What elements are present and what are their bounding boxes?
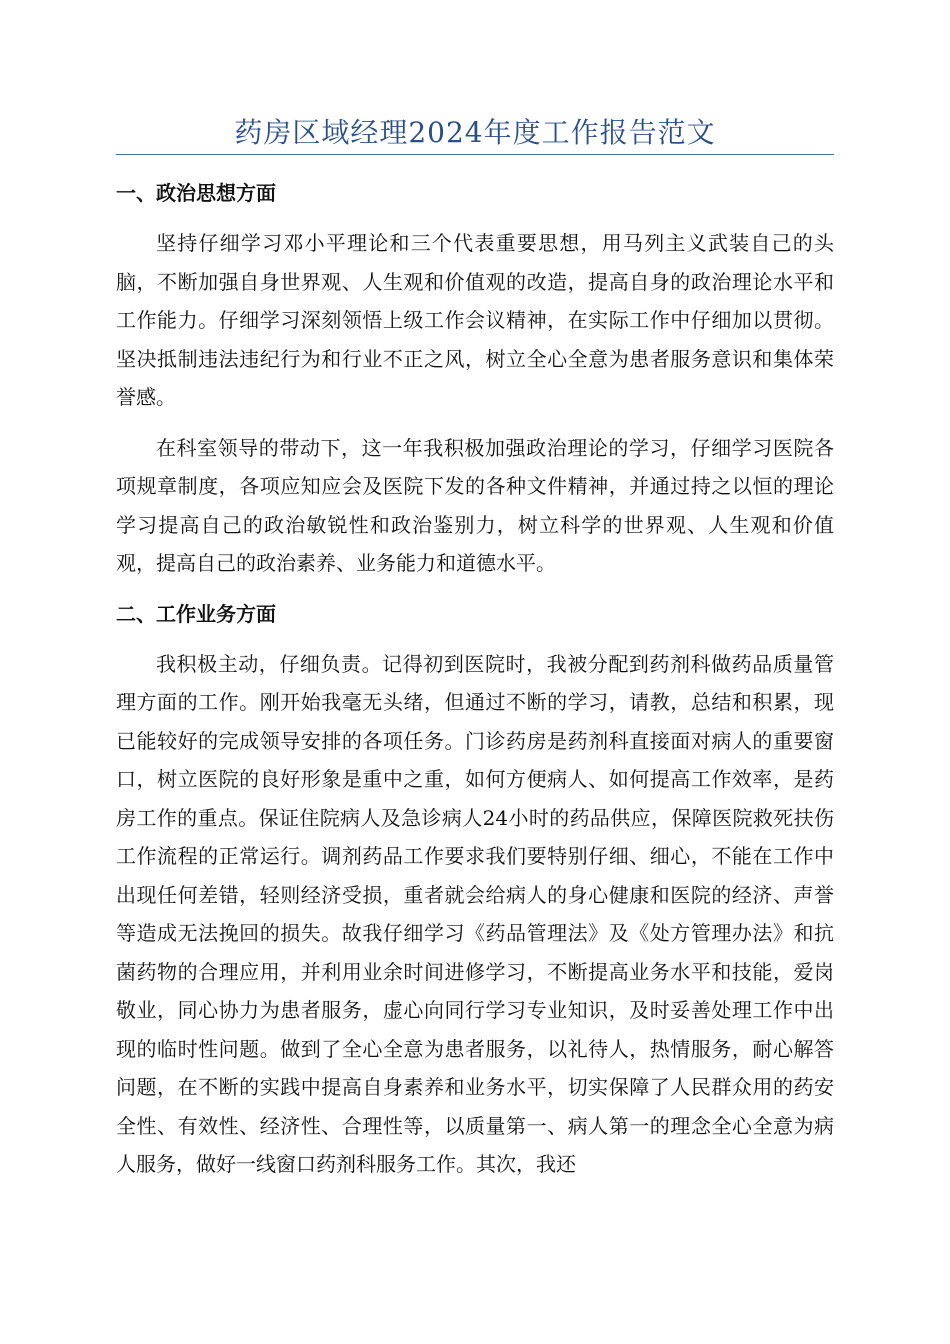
- title-underline: [116, 154, 834, 155]
- section-heading: 二、工作业务方面: [116, 601, 276, 626]
- document-title: 药房区域经理2024年度工作报告范文: [234, 116, 716, 149]
- document-body: [116, 174, 834, 1196]
- section-work-business: [116, 595, 834, 1184]
- section-heading: 一、政治思想方面: [116, 181, 276, 205]
- paragraph: 坚持仔细学习邓小平理论和三个代表重要思想，用马列主义武装自己的头脑，不断加强自身世界观、人生观和价值观的改造，提高自身的政治理论水平和工作能力。仔细学习深刻领悟上级工作会议精神，在实际工作中仔细加以贯彻。坚决抵制违法违纪行为和行业不正之风，树立全心全意为患者服务意识和集体荣誉感。: [116, 231, 834, 409]
- section-political-thought: [116, 174, 834, 583]
- paragraph: 在科室领导的带动下，这一年我积极加强政治理论的学习，仔细学习医院各项规章制度，各项应知应会及医院下发的各种文件精神，并通过持之以恒的理论学习提高自己的政治敏锐性和政治鉴别力，树立科学的世界观、人生观和价值观，提高自己的政治素养、业务能力和道德水平。: [116, 435, 834, 575]
- paragraph: 我积极主动，仔细负责。记得初到医院时，我被分配到药剂科做药品质量管理方面的工作。刚开始我毫无头绪，但通过不断的学习，请教，总结和积累，现已能较好的完成领导安排的各项任务。门诊药房是药剂科直接面对病人的重要窗口，树立医院的良好形象是重中之重，如何方便病人、如何提高工作效率，是药房工作的重点。保证住院病人及急诊病人24小时的药品供应，保障医院救死扶伤工作流程的正常运行。调剂药品工作要求我们要特别仔细、细心，不能在工作中出现任何差错，轻则经济受损，重者就会给病人的身心健康和医院的经济、声誉等造成无法挽回的损失。故我仔细学习《药品管理法》及《处方管理办法》和抗菌药物的合理应用，并利用业余时间进修学习，不断提高业务水平和技能，爱岗敬业，同心协力为患者服务，虚心向同行学习专业知识，及时妥善处理工作中出现的临时性问题。做到了全心全意为患者服务，以礼待人，热情服务，耐心解答问题，在不断的实践中提高自身素养和业务水平，切实保障了人民群众用的药安全性、有效性、经济性、合理性等，以质量第一、病人第一的理念全心全意为病人服务，做好一线窗口药剂科服务工作。其次，我还: [116, 651, 834, 1176]
